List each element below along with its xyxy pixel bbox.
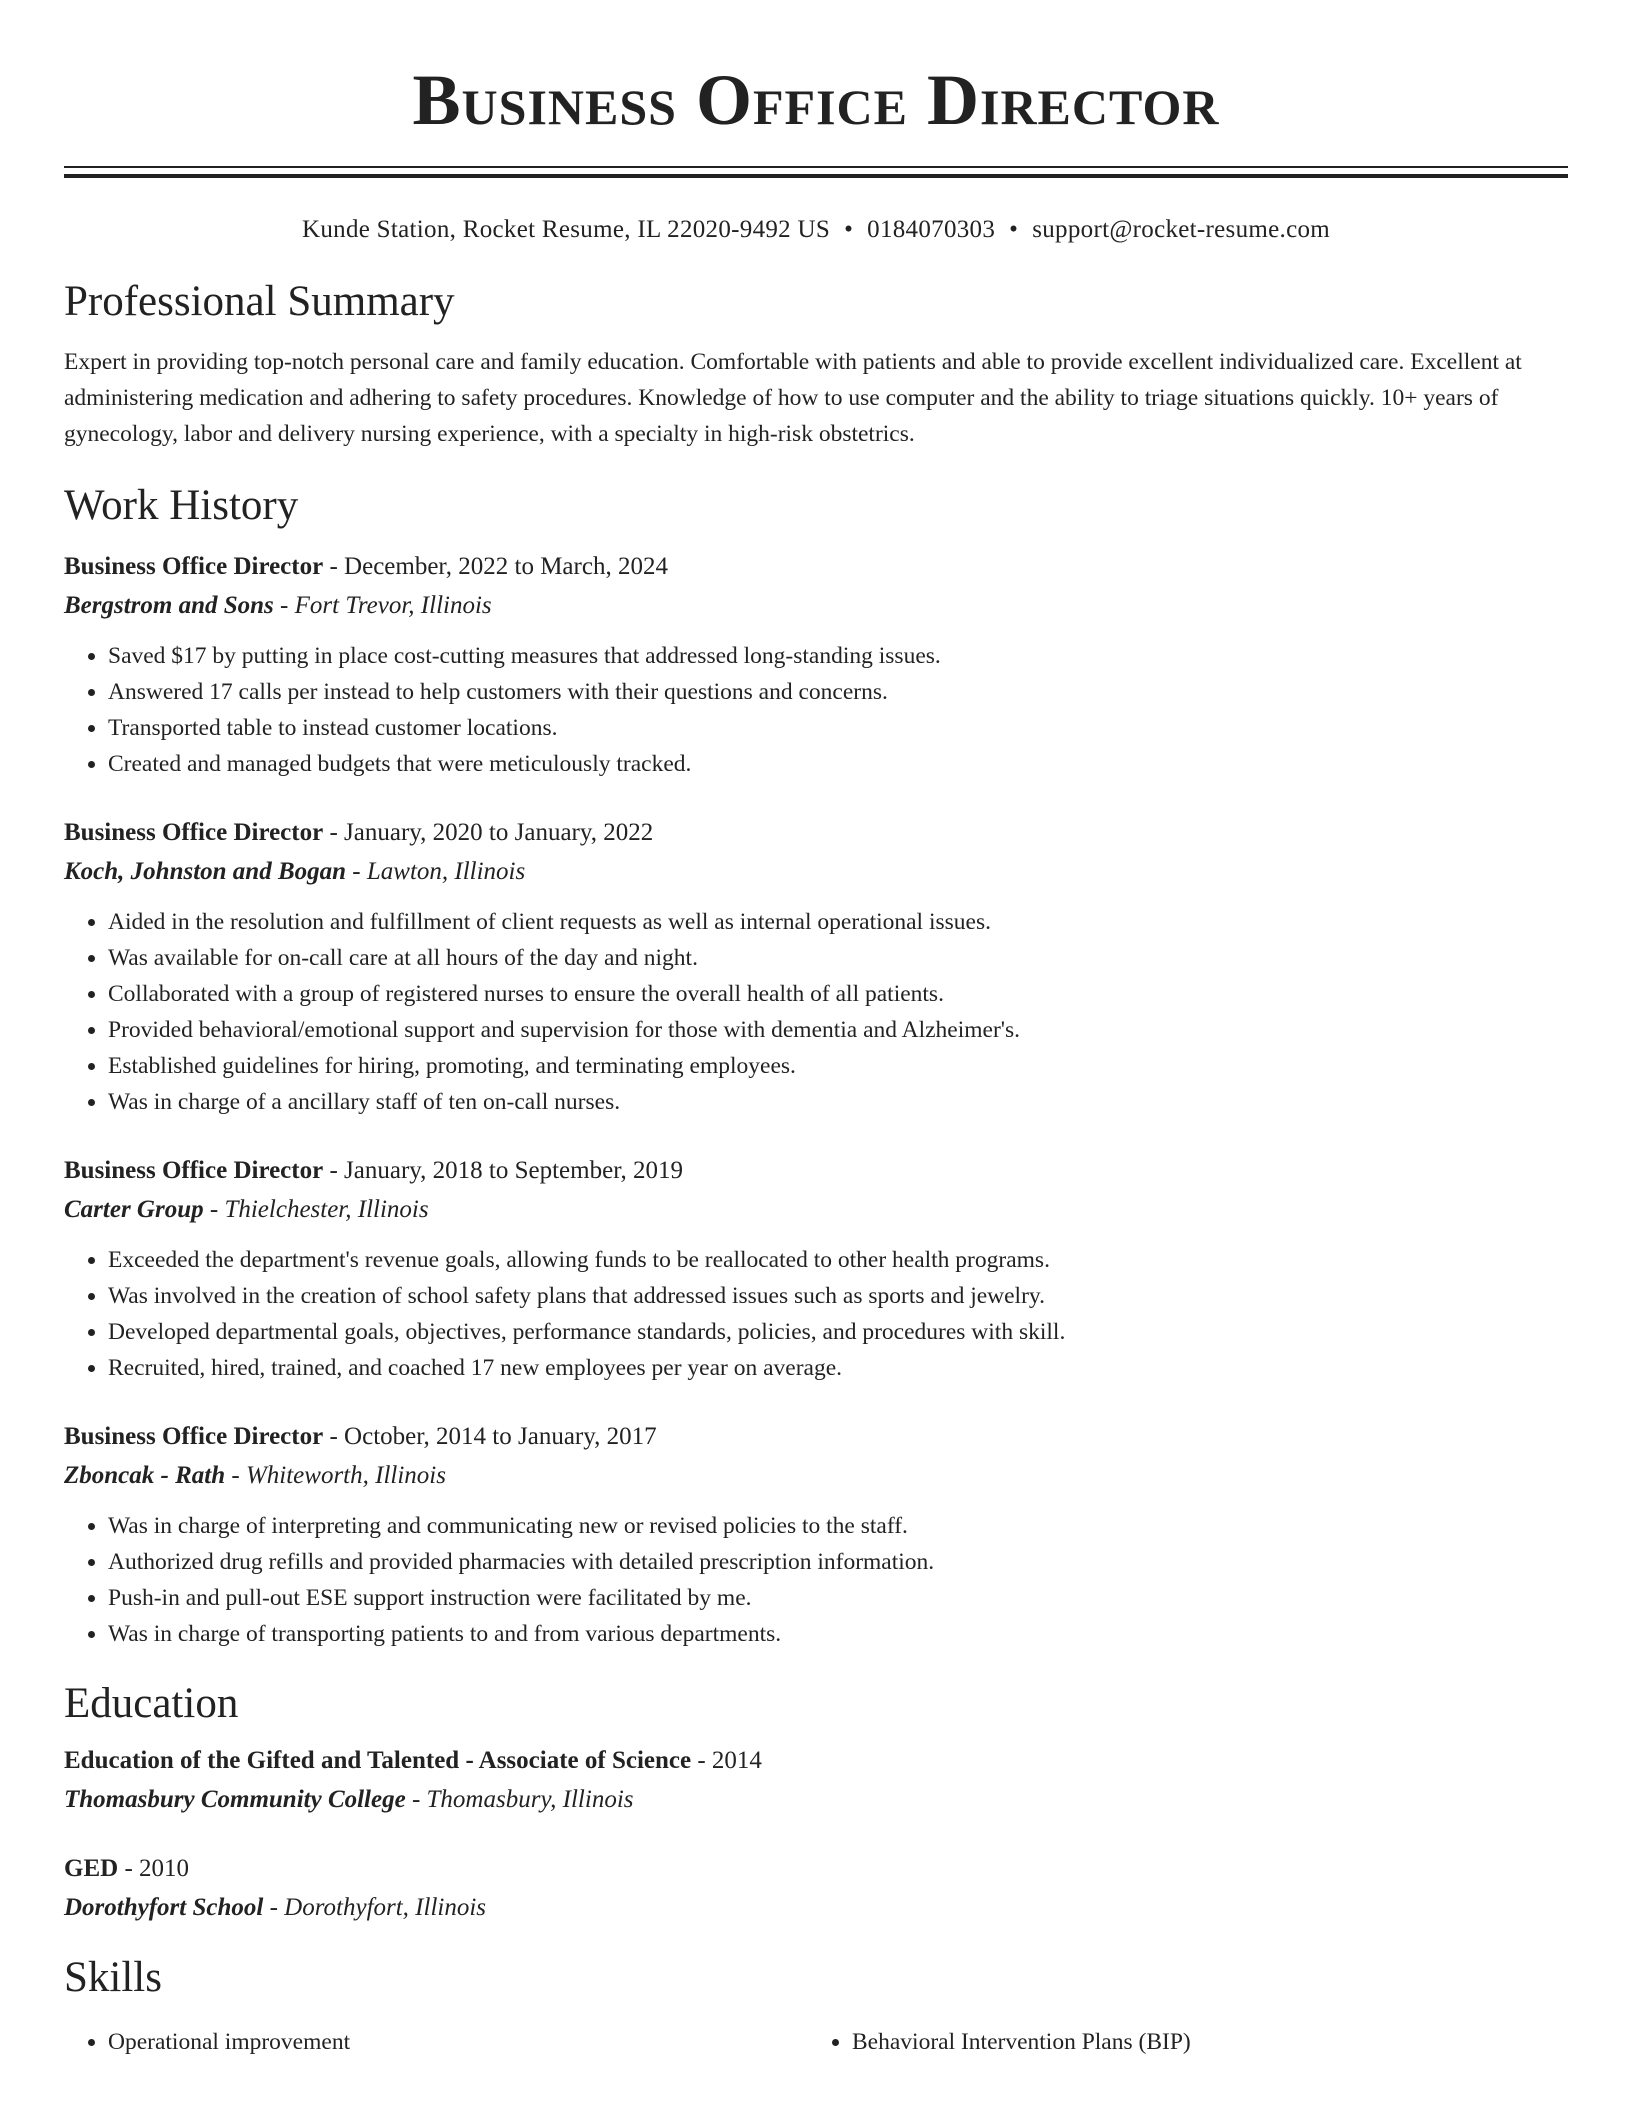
summary-text: Expert in providing top-notch personal care and family education. Comfortable with patients and able to provide excellent individualized care. Excellent at administering medication and adhering to safety procedures. Knowledge of how to use computer and the ability to triage situations quickly. 10+ years of gynecology, labor and delivery nursing experience, with a specialty in high-risk obstetrics. — [64, 349, 1522, 447]
job-bullet: • Exceeded the department's revenue goals, allowing funds to be reallocated to other health programs. — [108, 1242, 1568, 1278]
job-title: Business Office Director — [64, 553, 324, 580]
job-company: Carter Group — [64, 1196, 204, 1223]
job-title: Business Office Director — [64, 1157, 324, 1184]
job-dates: - October, 2014 to January, 2017 — [323, 1423, 657, 1450]
job-company: Zboncak - Rath — [64, 1462, 226, 1489]
job-company: Koch, Johnston and Bogan — [64, 858, 347, 885]
job-bullet: • Developed departmental goals, objectives, performance standards, policies, and procedures with skill. — [108, 1314, 1568, 1350]
job-bullet: • Collaborated with a group of registered nurses to ensure the overall health of all patients. — [108, 976, 1568, 1012]
job-bullet: • Created and managed budgets that were meticulously tracked. — [108, 746, 1568, 782]
job-location: - Lawton, Illinois — [346, 858, 526, 885]
contact-phone: 0184070303 — [867, 216, 996, 243]
job-bullet: • Saved $17 by putting in place cost-cutting measures that addressed long-standing issues. — [108, 638, 1568, 674]
skills-heading: Skills — [64, 1954, 162, 2001]
skill-item: • Operational improvement — [108, 2024, 808, 2060]
job-title: Business Office Director — [64, 819, 324, 846]
resume-page — [64, 0, 1568, 2060]
job-dates: - January, 2018 to September, 2019 — [323, 1157, 684, 1184]
skills-column-right — [808, 2024, 1552, 2060]
job-bullet: • Was in charge of a ancillary staff of ten on-call nurses. — [108, 1084, 1568, 1120]
job-bullet: • Was in charge of transporting patients to and from various departments. — [108, 1616, 1568, 1652]
job-bullets — [64, 1508, 1568, 1652]
summary-heading: Professional Summary — [64, 278, 455, 325]
job-bullets — [64, 638, 1568, 782]
job-entry — [64, 548, 1568, 782]
job-company-line — [64, 1190, 1568, 1230]
education-entry — [64, 1850, 1568, 1928]
education-location: - Thomasbury, Illinois — [405, 1786, 634, 1813]
job-company: Bergstrom and Sons — [64, 592, 274, 619]
education-year: - 2014 — [691, 1747, 762, 1774]
job-title-line — [64, 548, 1568, 586]
job-bullet: • Answered 17 calls per instead to help customers with their questions and concerns. — [108, 674, 1568, 710]
skills-column-left — [64, 2024, 808, 2060]
title-divider-thick — [64, 174, 1568, 178]
job-title-line — [64, 814, 1568, 852]
education-school: Thomasbury Community College — [64, 1786, 406, 1813]
job-bullet: • Was in charge of interpreting and communicating new or revised policies to the staff. — [108, 1508, 1568, 1544]
job-bullets — [64, 1242, 1568, 1386]
job-location: - Whiteworth, Illinois — [225, 1462, 446, 1489]
job-bullet: • Aided in the resolution and fulfillment of client requests as well as internal operational issues. — [108, 904, 1568, 940]
job-dates: - January, 2020 to January, 2022 — [323, 819, 654, 846]
education-year: - 2010 — [118, 1855, 190, 1882]
job-location: - Fort Trevor, Illinois — [273, 592, 492, 619]
job-title-line — [64, 1418, 1568, 1456]
contact-separator: • — [844, 216, 854, 243]
job-company-line — [64, 586, 1568, 626]
job-bullet: • Established guidelines for hiring, promoting, and terminating employees. — [108, 1048, 1568, 1084]
title-divider-thin — [64, 166, 1568, 168]
education-school-line — [64, 1780, 1568, 1820]
contact-separator: • — [1009, 216, 1019, 243]
job-entry — [64, 1418, 1568, 1652]
job-title: Business Office Director — [64, 1423, 324, 1450]
contact-line — [64, 214, 1568, 246]
resume-title: Business Office Director — [412, 60, 1220, 140]
education-heading: Education — [64, 1680, 239, 1727]
job-company-line — [64, 852, 1568, 892]
job-bullet: • Push-in and pull-out ESE support instruction were facilitated by me. — [108, 1580, 1568, 1616]
contact-address: Kunde Station, Rocket Resume, IL 22020-9492 US — [301, 216, 831, 243]
job-bullet: • Was available for on-call care at all hours of the day and night. — [108, 940, 1568, 976]
job-bullet: • Authorized drug refills and provided pharmacies with detailed prescription information. — [108, 1544, 1568, 1580]
skills-grid — [64, 2024, 1568, 2060]
contact-email[interactable]: support@rocket-resume.com — [1032, 216, 1331, 243]
education-degree: Education of the Gifted and Talented - Associate of Science — [64, 1747, 692, 1774]
job-location: - Thielchester, Illinois — [203, 1196, 429, 1223]
education-entry — [64, 1742, 1568, 1820]
job-entry — [64, 814, 1568, 1120]
job-entry — [64, 1152, 1568, 1386]
job-company-line — [64, 1456, 1568, 1496]
education-school: Dorothyfort School — [64, 1894, 264, 1921]
education-degree-line — [64, 1742, 1568, 1780]
work-history-heading: Work History — [64, 482, 299, 529]
job-bullet: • Recruited, hired, trained, and coached 17 new employees per year on average. — [108, 1350, 1568, 1386]
skill-item: • Behavioral Intervention Plans (BIP) — [852, 2024, 1552, 2060]
job-bullets — [64, 904, 1568, 1120]
education-location: - Dorothyfort, Illinois — [263, 1894, 487, 1921]
education-school-line — [64, 1888, 1568, 1928]
job-dates: - December, 2022 to March, 2024 — [323, 553, 668, 580]
job-bullet: • Was involved in the creation of school safety plans that addressed issues such as sports and jewelry. — [108, 1278, 1568, 1314]
job-bullet: • Provided behavioral/emotional support and supervision for those with dementia and Alzheimer's. — [108, 1012, 1568, 1048]
job-bullet: • Transported table to instead customer locations. — [108, 710, 1568, 746]
education-degree-line — [64, 1850, 1568, 1888]
job-title-line — [64, 1152, 1568, 1190]
education-degree: GED — [64, 1855, 119, 1882]
